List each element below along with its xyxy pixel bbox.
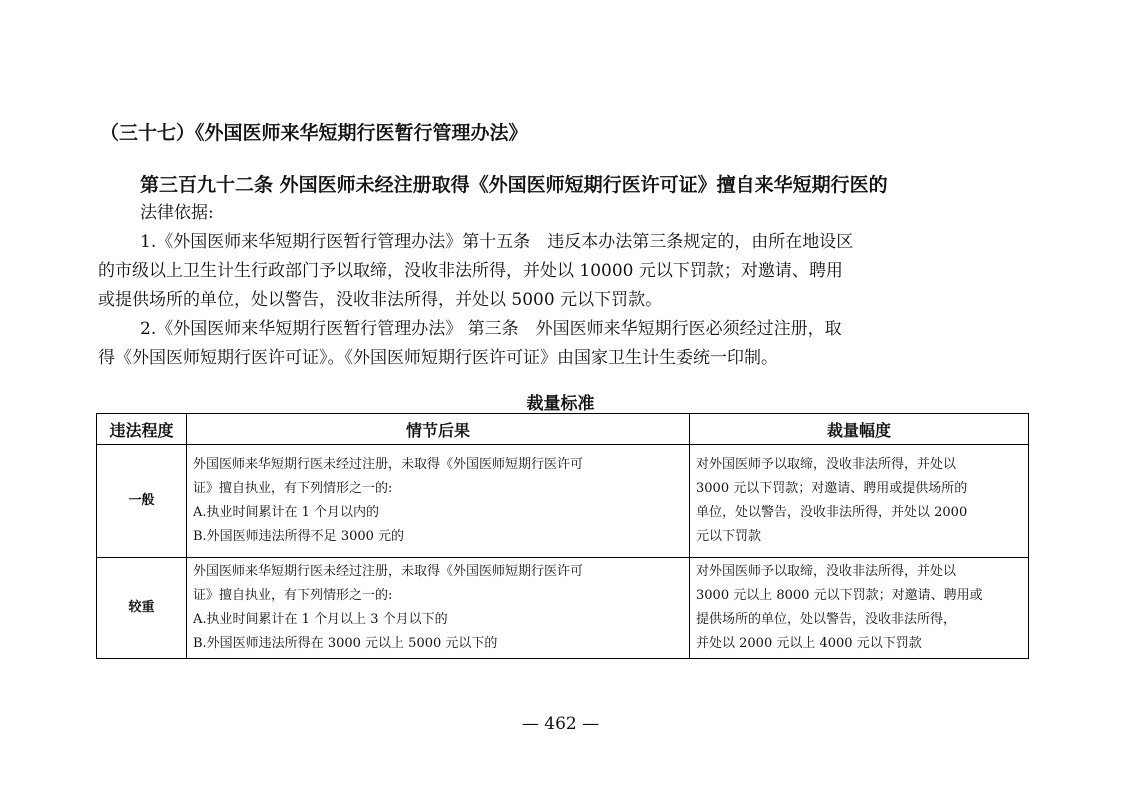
penalty-line: 3000 元以下罚款；对邀请、聘用或提供场所的 bbox=[696, 481, 968, 496]
penalty-line: 单位，处以警告，没收非法所得，并处以 2000 bbox=[696, 505, 968, 520]
level-cell: 较重 bbox=[97, 558, 187, 659]
penalty-line: 提供场所的单位，处以警告，没收非法所得， bbox=[696, 612, 957, 627]
circumstance-line: 外国医师来华短期行医未经过注册，未取得《外国医师短期行医许可 bbox=[193, 457, 584, 472]
header-circumstance: 情节后果 bbox=[187, 414, 690, 445]
penalty-standard-table bbox=[96, 413, 1029, 659]
page-number: — 462 — bbox=[521, 714, 600, 734]
circumstance-line: 证》擅自执业，有下列情形之一的: bbox=[193, 588, 393, 603]
header-penalty: 裁量幅度 bbox=[690, 414, 1029, 445]
circumstance-line: B.外国医师违法所得不足 3000 元的 bbox=[193, 529, 405, 544]
circumstance-cell bbox=[187, 558, 690, 659]
penalty-line: 元以下罚款 bbox=[696, 529, 762, 544]
header-level: 违法程度 bbox=[97, 414, 187, 445]
section-title: （三十七）《外国医师来华短期行医暂行管理办法》 bbox=[100, 122, 528, 144]
circumstance-line: 外国医师来华短期行医未经过注册，未取得《外国医师短期行医许可 bbox=[193, 564, 584, 579]
table-row bbox=[97, 445, 1029, 558]
circumstance-line: A.执业时间累计在 1 个月以上 3 个月以下的 bbox=[193, 612, 448, 627]
penalty-line: 3000 元以上 8000 元以下罚款；对邀请、聘用或 bbox=[696, 588, 983, 603]
circumstance-line: 证》擅自执业，有下列情形之一的: bbox=[193, 481, 393, 496]
article-title: 第三百九十二条 外国医师未经注册取得《外国医师短期行医许可证》擅自来华短期行医的 bbox=[140, 174, 888, 196]
circumstance-line: B.外国医师违法所得在 3000 元以上 5000 元以下的 bbox=[193, 636, 498, 651]
circumstance-line: A.执业时间累计在 1 个月以内的 bbox=[193, 505, 380, 520]
basis-line: 的市级以上卫生计生行政部门予以取缔，没收非法所得，并处以 10000 元以下罚款；对邀请、聘用 bbox=[98, 261, 843, 281]
basis-line: 2.《外国医师来华短期行医暂行管理办法》 第三条 外国医师来华短期行医必须经过注册，取 bbox=[140, 319, 842, 339]
level-cell: 一般 bbox=[97, 445, 187, 558]
table-header-row bbox=[97, 414, 1029, 445]
basis-line: 得《外国医师短期行医许可证》。《外国医师短期行医许可证》由国家卫生计生委统一印制。 bbox=[98, 348, 778, 368]
penalty-line: 对外国医师予以取缔，没收非法所得，并处以 bbox=[696, 564, 957, 579]
penalty-line: 对外国医师予以取缔，没收非法所得，并处以 bbox=[696, 457, 957, 472]
penalty-cell bbox=[690, 445, 1029, 558]
basis-label: 法律依据: bbox=[140, 203, 214, 223]
circumstance-cell bbox=[187, 445, 690, 558]
basis-line: 或提供场所的单位，处以警告，没收非法所得，并处以 5000 元以下罚款。 bbox=[98, 290, 663, 310]
basis-line: 1.《外国医师来华短期行医暂行管理办法》第十五条 违反本办法第三条规定的，由所在地设区 bbox=[140, 232, 854, 252]
penalty-cell bbox=[690, 558, 1029, 659]
table-row bbox=[97, 558, 1029, 659]
penalty-line: 并处以 2000 元以上 4000 元以下罚款 bbox=[696, 636, 922, 651]
table-title: 裁量标准 bbox=[526, 394, 595, 414]
